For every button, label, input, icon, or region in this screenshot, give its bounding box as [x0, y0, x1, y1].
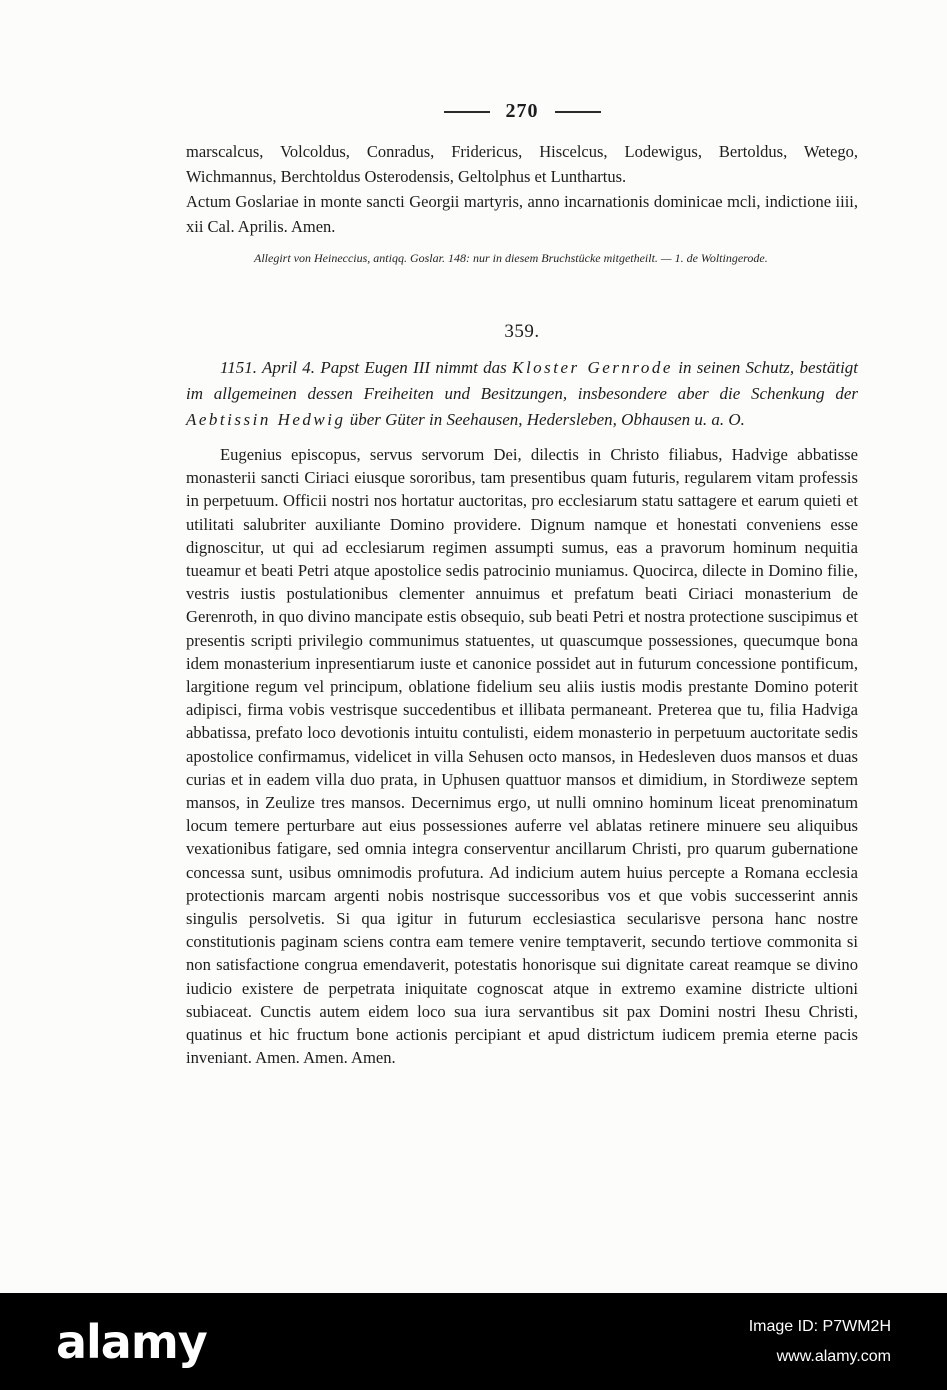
header-rule-right: [555, 111, 601, 113]
entry-number: 359.: [504, 321, 540, 342]
page-content-column: [186, 0, 858, 1069]
watermark-bar: [0, 1293, 947, 1390]
website-label: www.alamy.com: [776, 1347, 891, 1365]
regest-text-part-2: in seinen Schutz, bestätigt im allgemeinen dessen Freiheiten und Besitzungen, insbesondere aber die Schenkung der: [186, 358, 859, 403]
regest-heading: [186, 355, 858, 433]
actum-paragraph: Actum Goslariae in monte sancti Georgii martyris, anno incarnationis dominicae mcli, indictione iiii, xii Cal. Aprilis. Amen.: [186, 192, 858, 236]
watermark-meta: [749, 1312, 891, 1371]
regest-text-part-1: Papst Eugen III nimmt das: [320, 358, 507, 377]
regest-aebtissin-hedwig: Aebtissin Hedwig: [186, 410, 346, 429]
previous-entry-continuation-paragraph: marscalcus, Volcoldus, Conradus, Fridericus, Hiscelcus, Lodewigus, Bertoldus, Wetego, Wichmannus, Berchtoldus Osterodensis, Geltolphus et Lunthartus.: [186, 142, 858, 186]
header-rule-left: [444, 111, 490, 113]
page-number: 270: [505, 100, 539, 122]
alamy-logo: alamy: [56, 1314, 207, 1369]
page-header: [186, 0, 858, 123]
image-id-label: Image ID: P7WM2H: [748, 1317, 891, 1335]
regest-text-part-3: über Güter in Seehausen, Hedersleben, Obhausen u. a. O.: [349, 410, 745, 429]
regest-kloster-gernrode: Kloster Gernrode: [512, 358, 673, 377]
source-footnote: Allegirt von Heineccius, antiqq. Goslar. 148: nur in diesem Bruchstücke mitgetheilt. — 1. de Woltingerode.: [254, 251, 768, 265]
regest-date: 1151. April 4.: [220, 358, 315, 377]
charter-body-text: Eugenius episcopus, servus servorum Dei, dilectis in Christo filiabus, Hadvige abbatisse monasterii sancti Ciriaci eiusque sororibus, tam presentibus quam futuris, regularem vitam professis in perpetuum. Officii nostri nos hortatur auctoritas, pro ecclesiarum statu sattagere et earum quieti et utilitati salubriter auxiliante Domino providere. Dignum namque et honestati conveniens esse dignoscitur, ut qui ad ecclesiarum regimen assumpti sumus, eas a pravorum hominum nequitia tueamur et beati Petri atque apostolice sedis patrocinio muniamus. Quocirca, dilecte in Domino filie, vestris iustis postulationibus clementer annuimus et prefatum beati Ciriaci monasterium de Gerenroth, in quo divino mancipate estis obsequio, sub beati Petri et nostra protectione suscipimus et presentis scripti privilegio communimus statuentes, ut quascumque possessiones, quecumque bona idem monasterium inpresentiarum iuste et canonice possidet aut in futurum concessione pontificum, largitione regum vel principum, oblatione fidelium seu aliis iustis modis prestante Domino poterit adipisci, firma vobis vestrisque succedentibus et illibata permaneant. Preterea que tu, filia Hadviga abbatissa, prefato loco devotionis intuitu contulisti, eidem monasterio in perpetuum auctoritate sedis apostolice confirmamus, videlicet in villa Sehusen octo mansos, in Hedesleven duos mansos et duas curias et in eadem villa duo prata, in Uphusen quattuor mansos et dimidium, in Stordiweze septem mansos, in Zeulize tres mansos. Decernimus ergo, ut nulli omnino hominum liceat prenominatum locum temere perturbare aut eius possessiones auferre vel ablatas retinere minuere seu aliquibus vexationibus fatigare, sed omnia integra conserventur ancillarum Christi, pro quarum gubernatione concessa sunt, usibus omnimodis profutura. Ad indicium autem huius percepte a Romana ecclesia protectionis marcam argenti nobis nostrisque successoribus vos et que vobis successerint annis singulis persolvetis. Si qua igitur in futurum ecclesiastica secularisve persona hanc nostre constitutionis paginam sciens contra eam temere venire temptaverit, secundo tertiove commonita si non satisfactione congrua emendaverit, potestatis honorisque sui dignitate careat reamque se divino iudicio existere de perpetrata iniquitate cognoscat atque in extremo examine districte ultioni subiaceat. Cunctis autem eidem loco sua iura servantibus sit pax Domini nostri Ihesu Christi, quatinus et hic fructum bone actionis percipiant et apud districtum iudicem premia eterne pacis inveniant. Amen. Amen. Amen.: [186, 445, 858, 1068]
